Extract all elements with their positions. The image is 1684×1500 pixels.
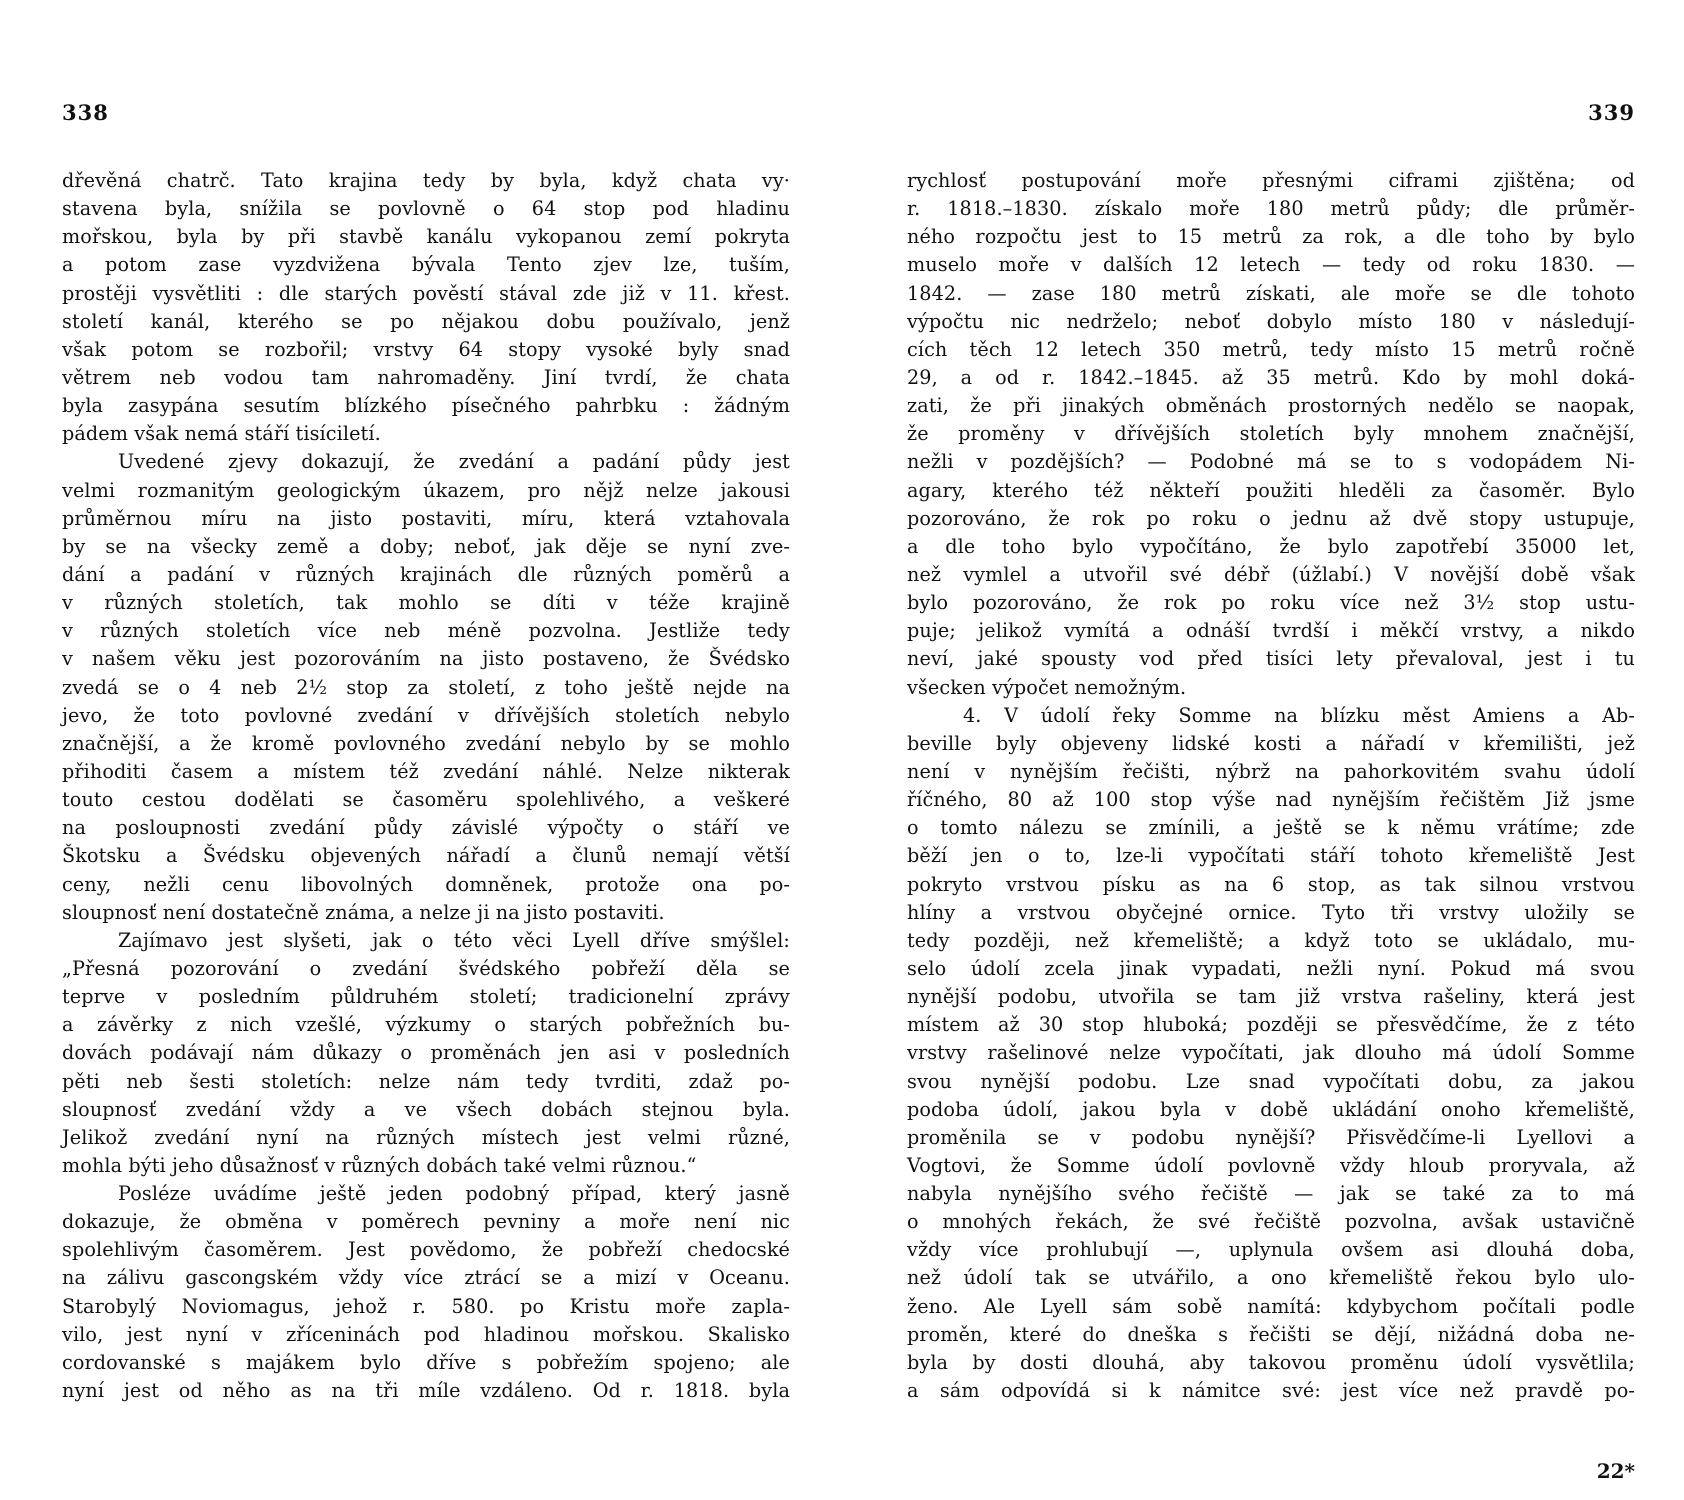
- text-line: větrem neb vodou tam nahromaděny. Jiní tvrdí, že chata: [62, 365, 790, 389]
- text-line: sloupnosť zvedání vždy a ve všech dobách stejnou byla.: [62, 1097, 790, 1121]
- text-line: místem až 30 stop hluboká; později se přesvědčíme, že z této: [907, 1013, 1635, 1037]
- text-line: zvedá se o 4 neb 2½ stop za století, z toho ještě nejde na: [62, 675, 790, 699]
- text-line: Škotsku a Švédsku objevených nářadí a člunů nemají větší: [62, 844, 790, 868]
- text-line: podoba údolí, jakou byla v době ukládání onoho křemeliště,: [907, 1097, 1635, 1121]
- text-line: 4. V údolí řeky Somme na blízku měst Amiens a Ab-: [963, 703, 1635, 727]
- text-line: není v nynějším řečišti, nýbrž na pahorkovitém svahu údolí: [907, 759, 1635, 783]
- text-line: byla by dosti dlouhá, aby takovou proměnu údolí vysvětlila;: [907, 1350, 1635, 1374]
- text-line: r. 1818.–1830. získalo moře 180 metrů půdy; dle průměr-: [907, 197, 1635, 221]
- text-line: hlíny a vrstvou obyčejné ornice. Tyto tři vrstvy uložily se: [907, 900, 1635, 924]
- page-number: 339: [1588, 100, 1635, 125]
- text-line: 1842. — zase 180 metrů získati, ale moře se dle tohoto: [907, 281, 1635, 305]
- signature-mark: 22*: [1596, 1459, 1635, 1483]
- text-line: a sám odpovídá si k námitce své: jest více než pravdě po-: [907, 1379, 1635, 1403]
- text-line: přihoditi časem a místem též zvedání náhlé. Nelze nikterak: [62, 759, 790, 783]
- text-line: Uvedené zjevy dokazují, že zvedání a padání půdy jest: [118, 450, 790, 474]
- text-line: byla zasypána sesutím blízkého písečného pahrbku : žádným: [62, 394, 790, 418]
- text-line: proměn, které do dneška s řečišti se dějí, nižádná doba ne-: [907, 1322, 1635, 1346]
- text-line: v různých stoletích více neb méně pozvolna. Jestliže tedy: [62, 619, 790, 643]
- text-line: beville byly objeveny lidské kosti a nářadí v křemilišti, jež: [907, 731, 1635, 755]
- text-line: nabyla nynějšího svého řečiště — jak se také za to má: [907, 1182, 1635, 1206]
- text-line: že proměny v dřívějších stoletích byly mnohem značnější,: [907, 422, 1635, 446]
- text-line: v našem věku jest pozorováním na jisto postaveno, že Švédsko: [62, 647, 790, 671]
- text-line: Vogtovi, že Somme údolí povlovně vždy hloub proryvala, až: [907, 1153, 1635, 1177]
- text-line: na posloupnosti zvedání půdy závislé výpočty o stáří ve: [62, 816, 790, 840]
- text-line: a dle toho bylo vypočítáno, že bylo zapotřebí 35000 let,: [907, 534, 1635, 558]
- text-line: sloupnosť není dostatečně známa, a nelze ji na jisto postaviti.: [62, 900, 665, 924]
- text-line: „Přesná pozorování o zvedání švédského pobřeží děla se: [62, 956, 790, 980]
- text-line: bylo pozorováno, že rok po roku více než 3½ stop ustu-: [907, 591, 1635, 615]
- text-line: pěti neb šesti stoletích: nelze nám tedy tvrditi, zdaž po-: [62, 1069, 790, 1093]
- text-line: průměrnou míru na jisto postaviti, míru, která vztahovala: [62, 506, 790, 530]
- text-line: rychlosť postupování moře přesnými ciframi zjištěna; od: [907, 169, 1635, 192]
- text-line: století kanál, kterého se po nějakou dobu používalo, jenž: [62, 309, 790, 333]
- text-line: v různých stoletích, tak mohlo se díti v téže krajině: [62, 591, 790, 615]
- text-line: dovách podávají nám důkazy o proměnách jen asi v posledních: [62, 1041, 790, 1065]
- text-line: velmi rozmanitým geologickým úkazem, pro nějž nelze jakousi: [62, 478, 790, 502]
- left-page: [62, 0, 790, 1500]
- text-line: teprve v posledním půldruhém století; tradicionelní zprávy: [62, 985, 790, 1009]
- text-line: než údolí tak se utvářilo, a ono křemeliště řekou bylo ulo-: [907, 1266, 1635, 1290]
- text-line: a potom zase vyzdvižena bývala Tento zjev lze, tuším,: [62, 253, 790, 277]
- text-line: vilo, jest nyní v zříceninách pod hladinou mořskou. Skalisko: [62, 1322, 790, 1346]
- text-line: zati, že při jinakých obměnách prostorných nedělo se naopak,: [907, 394, 1635, 418]
- text-line: a závěrky z nich vzešlé, výzkumy o starých pobřežních bu-: [62, 1013, 790, 1037]
- text-line: ného rozpočtu jest to 15 metrů za rok, a dle toho by bylo: [907, 225, 1635, 249]
- text-line: všecken výpočet nemožným.: [907, 675, 1187, 699]
- text-line: značnější, a že kromě povlovného zvedání nebylo by se mohlo: [62, 731, 790, 755]
- text-line: by se na všecky země a doby; neboť, jak děje se nyní zve-: [62, 534, 790, 558]
- text-line: touto cestou dodělati se časoměru spolehlivého, a veškeré: [62, 788, 790, 812]
- text-line: proměnila se v podobu nynější? Přisvědčíme-li Lyellovi a: [907, 1125, 1635, 1149]
- text-line: nynější podobu, utvořila se tam již vrstva rašeliny, která jest: [907, 985, 1635, 1009]
- right-page: [907, 0, 1635, 1500]
- text-line: nežli v pozdějších? — Podobné má se to s vodopádem Ni-: [907, 450, 1635, 474]
- text-line: dání a padání v různých krajinách dle různých poměrů a: [62, 562, 790, 586]
- text-line: pozorováno, že rok po roku o jednu až dvě stopy ustupuje,: [907, 506, 1635, 530]
- text-line: puje; jelikož vymítá a odnáší tvrdší i měkčí vrstvy, a nikdo: [907, 619, 1635, 643]
- text-line: ženo. Ale Lyell sám sobě namítá: kdybychom počítali podle: [907, 1294, 1635, 1318]
- text-line: o mnohých řekách, že své řečiště pozvolna, avšak ustavičně: [907, 1210, 1635, 1234]
- text-line: pokryto vrstvou písku as na 6 stop, as tak silnou vrstvou: [907, 872, 1635, 896]
- text-line: mořskou, byla by při stavbě kanálu vykopanou zemí pokryta: [62, 225, 790, 249]
- text-line: pádem však nemá stáří tisíciletí.: [62, 422, 381, 446]
- text-line: o tomto nálezu se zmínili, a ještě se k němu vrátíme; zde: [907, 816, 1635, 840]
- text-line: Jelikož zvedání nyní na různých místech jest velmi různé,: [62, 1125, 790, 1149]
- text-line: vrstvy rašelinové nelze vypočítati, jak dlouho má údolí Somme: [907, 1041, 1635, 1065]
- text-line: běží jen o to, lze-li vypočítati stáří tohoto křemeliště Jest: [907, 844, 1635, 868]
- text-line: tedy později, než křemeliště; a když toto se ukládalo, mu-: [907, 928, 1635, 952]
- text-line: na zálivu gascongském vždy více ztrácí se a mizí v Oceanu.: [62, 1266, 790, 1290]
- text-line: však potom se rozbořil; vrstvy 64 stopy vysoké byly snad: [62, 337, 790, 361]
- page-text: [907, 167, 1635, 1405]
- text-line: než vymlel a utvořil své débř (úžlabí.) V novější době však: [907, 562, 1635, 586]
- text-line: dřevěná chatrč. Tato krajina tedy by byla, když chata vy·: [62, 169, 790, 192]
- text-line: říčného, 80 až 100 stop výše nad nynějším řečištěm Již jsme: [907, 788, 1635, 812]
- text-line: vždy více prohlubují —, uplynula ovšem asi dlouhá doba,: [907, 1238, 1635, 1262]
- text-line: agary, kterého též někteří použiti hleděli za časoměr. Bylo: [907, 478, 1635, 502]
- text-line: spolehlivým časoměrem. Jest povědomo, že pobřeží chedocské: [62, 1238, 790, 1262]
- text-line: Starobylý Noviomagus, jehož r. 580. po Kristu moře zapla-: [62, 1294, 790, 1318]
- text-line: 29, a od r. 1842.–1845. až 35 metrů. Kdo by mohl doká-: [907, 365, 1635, 389]
- text-line: neví, jaké spousty vod před tisíci lety převaloval, jest i tu: [907, 647, 1635, 671]
- text-line: muselo moře v dalších 12 letech — tedy od roku 1830. —: [907, 253, 1635, 277]
- text-line: Posléze uvádíme ještě jeden podobný případ, který jasně: [118, 1182, 790, 1206]
- text-line: ceny, nežli cenu libovolných domněnek, protože ona po-: [62, 872, 790, 896]
- page-text: [62, 167, 790, 1405]
- text-line: cordovanské s majákem bylo dříve s pobřežím spojeno; ale: [62, 1350, 790, 1374]
- text-line: selo údolí zcela jinak vypadati, nežli nyní. Pokud má svou: [907, 956, 1635, 980]
- text-line: stavena byla, snížila se povlovně o 64 stop pod hladinu: [62, 197, 790, 221]
- text-line: svou nynější podobu. Lze snad vypočítati dobu, za jakou: [907, 1069, 1635, 1093]
- text-line: prostěji vysvětliti : dle starých pověstí stával zde již v 11. křest.: [62, 281, 790, 305]
- text-line: mohla býti jeho důsažnosť v různých dobách také velmi různou.“: [62, 1153, 697, 1177]
- text-line: výpočtu nic nedrželo; neboť dobylo místo 180 v následují-: [907, 309, 1635, 333]
- text-line: cích těch 12 letech 350 metrů, tedy místo 15 metrů ročně: [907, 337, 1635, 361]
- text-line: jevo, že toto povlovné zvedání v dřívějších stoletích nebylo: [62, 703, 790, 727]
- page-number: 338: [62, 100, 109, 125]
- text-line: Zajímavo jest slyšeti, jak o této věci Lyell dříve smýšlel:: [118, 928, 790, 952]
- text-line: nyní jest od něho as na tři míle vzdáleno. Od r. 1818. byla: [62, 1379, 790, 1403]
- text-line: dokazuje, že obměna v poměrech pevniny a moře není nic: [62, 1210, 790, 1234]
